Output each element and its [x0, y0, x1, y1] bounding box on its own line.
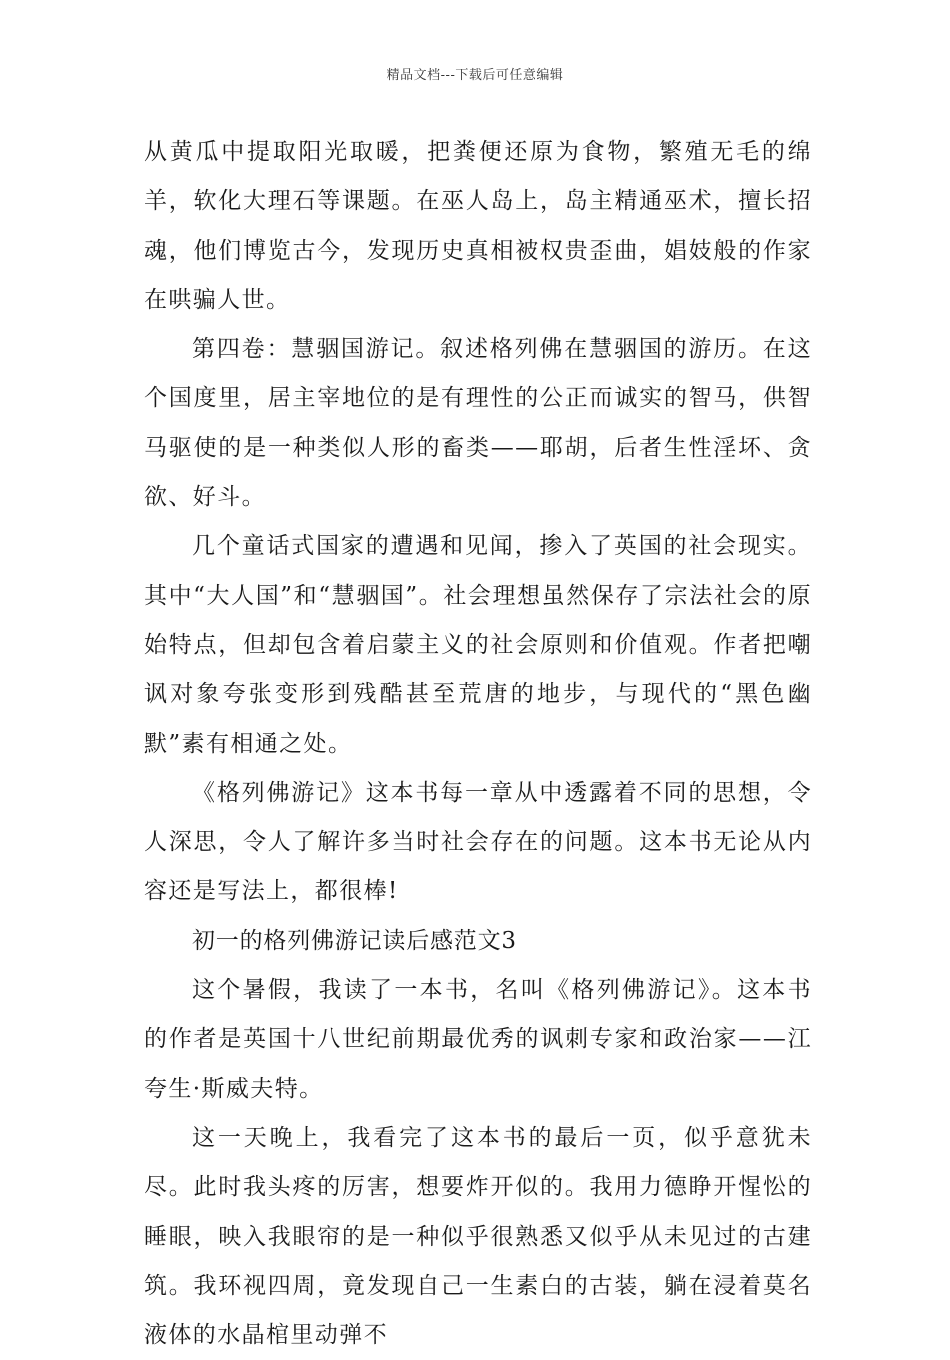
paragraph-continuation: 从黄瓜中提取阳光取暖，把粪便还原为食物，繁殖无毛的绵羊，软化大理石等课题。在巫人岛上，岛主精通巫术，擅长招魂，他们博览古今，发现历史真相被权贵歪曲，娼妓般的作家在哄骗人世。 [144, 139, 812, 313]
document-body [144, 128, 812, 1360]
paragraph-summer-reading: 这个暑假，我读了一本书，名叫《格列佛游记》。这本书的作者是英国十八世纪前期最优秀的讽刺专家和政治家——江夸生·斯威夫特。 [144, 977, 812, 1102]
page-header: 精品文档---下载后可任意编辑 [386, 68, 564, 83]
section-heading: 初一的格列佛游记读后感范文3 [192, 927, 517, 954]
paragraph-volume-four: 第四卷：慧骃国游记。叙述格列佛在慧骃国的游历。在这个国度里，居主宰地位的是有理性的公正而诚实的智马，供智马驱使的是一种类似人形的畜类——耶胡，后者生性淫坏、贪欲、好斗。 [144, 336, 812, 511]
paragraph-book-review: 《格列佛游记》这本书每一章从中透露着不同的思想，令人深思，令人了解许多当时社会存在的问题。这本书无论从内容还是写法上，都很棒! [144, 779, 812, 905]
paragraph-night-story: 这一天晚上，我看完了这本书的最后一页，似乎意犹未尽。此时我头疼的厉害，想要炸开似的。我用力德睁开惺忪的睡眼，映入我眼帘的是一种似乎很熟悉又似乎从未见过的古建筑。我环视四周，竟发现自己一生素白的古装，躺在浸着莫名液体的水晶棺里动弹不 [144, 1124, 812, 1349]
paragraph-social-reality: 几个童话式国家的遭遇和见闻，掺入了英国的社会现实。其中“大人国”和“慧骃国”。社会理想虽然保存了宗法社会的原始特点，但却包含着启蒙主义的社会原则和价值观。作者把嘲讽对象夸张变形到残酷甚至荒唐的地步，与现代的“黑色幽默”素有相通之处。 [144, 533, 812, 757]
